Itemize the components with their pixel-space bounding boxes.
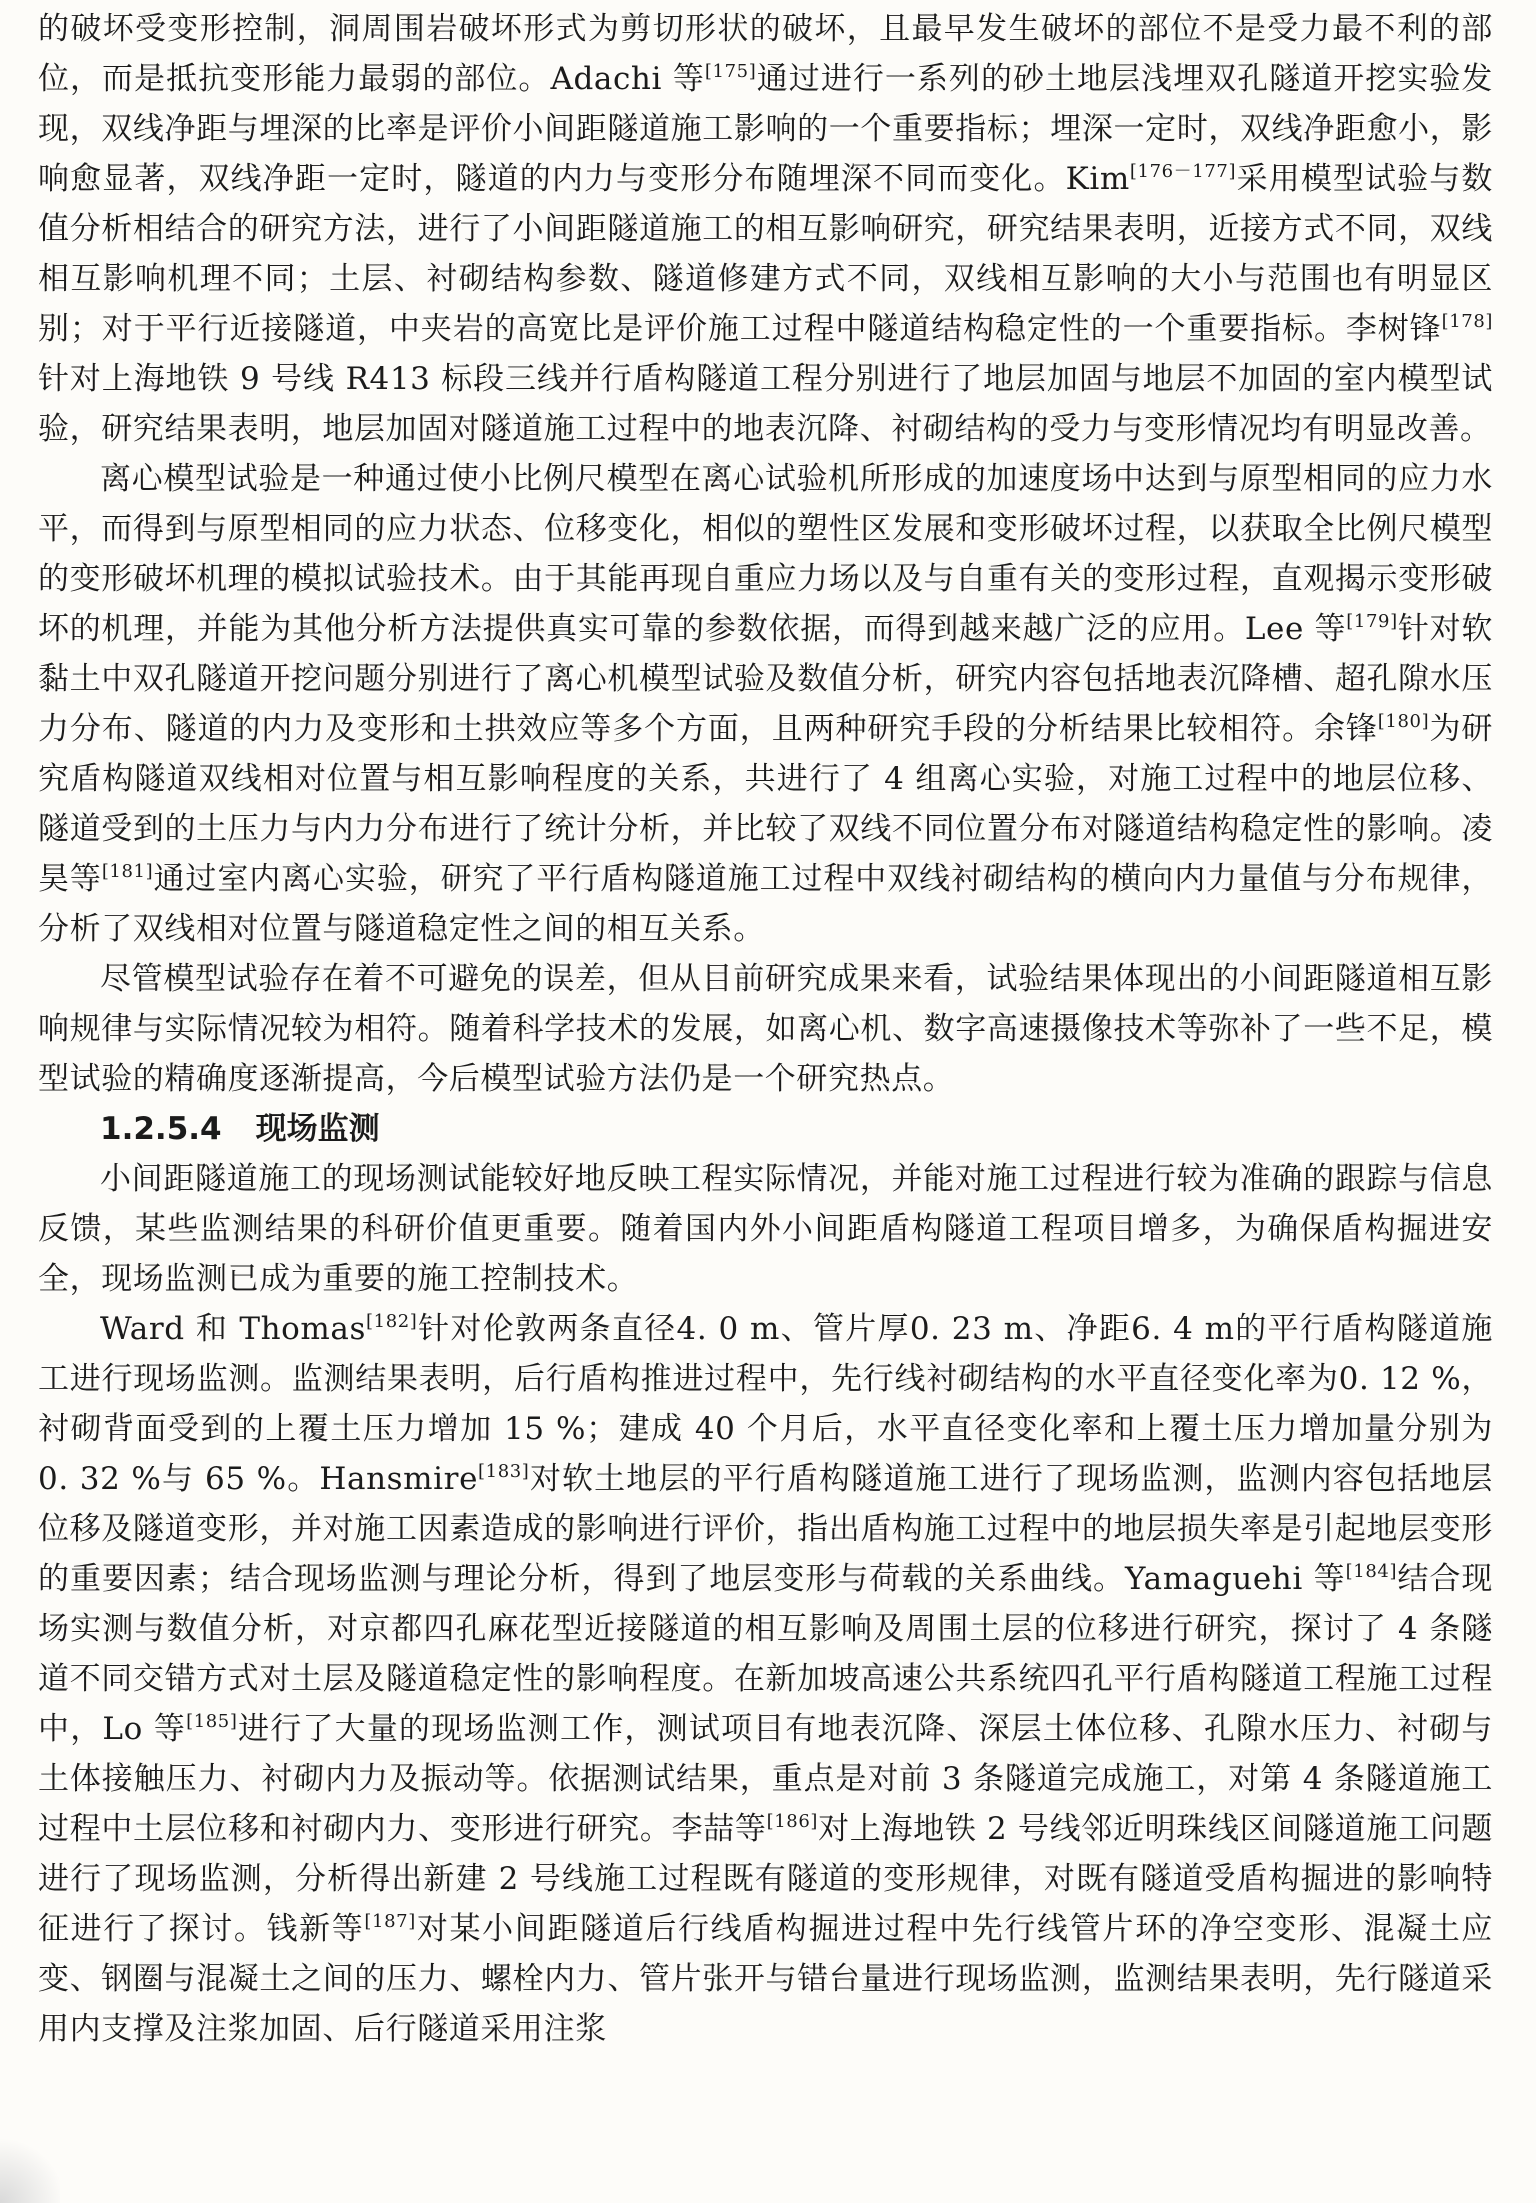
section-heading	[38, 1104, 1493, 1154]
citation-ref: [187]	[364, 1911, 416, 1932]
citation-ref: [181]	[101, 861, 154, 882]
paragraph	[38, 1154, 1493, 1304]
section-number: 1.2.5.4	[100, 1111, 222, 1147]
text-run: 进行了大量的现场监测工作，测试项目有地表沉降、深层土体位移、孔隙水压力、衬砌与土体接触压力、衬砌内力及振动等。依据测试结果，重点是对前 3 条隧道完成施工，对第 4 条隧道施工过程中土层位移和衬砌内力、变形进行研究。李喆等	[38, 1711, 1493, 1847]
paragraph	[38, 1304, 1493, 2054]
citation-ref: [186]	[766, 1811, 819, 1832]
paragraph	[38, 4, 1493, 454]
text-run: 对某小间距隧道后行线盾构掘进过程中先行线管片环的净空变形、混凝土应变、钢圈与混凝土之间的压力、螺栓内力、管片张开与错台量进行现场监测，监测结果表明，先行隧道采用内支撑及注浆加固、后行隧道采用注浆	[38, 1911, 1494, 2047]
paragraph	[38, 454, 1493, 954]
text-run: 尽管模型试验存在着不可避免的误差，但从目前研究成果来看，试验结果体现出的小间距隧道相互影响规律与实际情况较为相符。随着科学技术的发展，如离心机、数字高速摄像技术等弥补了一些不足，模型试验的精确度逐渐提高，今后模型试验方法仍是一个研究热点。	[38, 961, 1493, 1097]
citation-ref: [178]	[1441, 311, 1493, 332]
text-run: 通过室内离心实验，研究了平行盾构隧道施工过程中双线衬砌结构的横向内力量值与分布规律，分析了双线相对位置与隧道稳定性之间的相互关系。	[38, 861, 1494, 947]
citation-ref: [180]	[1377, 711, 1430, 732]
text-run: 针对伦敦两条直径4. 0 m、管片厚0. 23 m、净距6. 4 m的平行盾构隧道施工进行现场监测。监测结果表明，后行盾构推进过程中，先行线衬砌结构的水平直径变化率为0. 12 %，衬砌背面受到的上覆土压力增加 15 %；建成 40 个月后，水平直径变化率和上覆土压力增加量分别为 0. 32 %与 65 %。Hansmire	[38, 1311, 1493, 1497]
section-title: 现场监测	[255, 1111, 380, 1147]
text-run: 结合现场实测与数值分析，对京都四孔麻花型近接隧道的相互影响及周围土层的位移进行研究，探讨了 4 条隧道不同交错方式对土层及隧道稳定性的影响程度。在新加坡高速公共系统四孔平行盾构隧道工程施工过程中，Lo 等	[38, 1561, 1493, 1747]
text-run: 通过进行一系列的砂土地层浅埋双孔隧道开挖实验发现，双线净距与埋深的比率是评价小间距隧道施工影响的一个重要指标；埋深一定时，双线净距愈小，影响愈显著，双线净距一定时，隧道的内力与变形分布随埋深不同而变化。Kim	[38, 61, 1493, 197]
text-run: 对上海地铁 2 号线邻近明珠线区间隧道施工问题进行了现场监测，分析得出新建 2 号线施工过程既有隧道的变形规律，对既有隧道受盾构掘进的影响特征进行了探讨。钱新等	[38, 1811, 1493, 1947]
text-run: 为研究盾构隧道双线相对位置与相互影响程度的关系，共进行了 4 组离心实验，对施工过程中的地层位移、隧道受到的土压力与内力分布进行了统计分析，并比较了双线不同位置分布对隧道结构稳定性的影响。凌昊等	[38, 711, 1494, 897]
text-run: 离心模型试验是一种通过使小比例尺模型在离心试验机所形成的加速度场中达到与原型相同的应力水平，而得到与原型相同的应力状态、位移变化，相似的塑性区发展和变形破坏过程，以获取全比例尺模型的变形破坏机理的模拟试验技术。由于其能再现自重应力场以及与自重有关的变形过程，直观揭示变形破坏的机理，并能为其他分析方法提供真实可靠的参数依据，而得到越来越广泛的应用。Lee 等	[38, 461, 1493, 647]
text-run: 对软土地层的平行盾构隧道施工进行了现场监测，监测内容包括地层位移及隧道变形，并对施工因素造成的影响进行评价，指出盾构施工过程中的地层损失率是引起地层变形的重要因素；结合现场监测与理论分析，得到了地层变形与荷载的关系曲线。Yamaguehi 等	[38, 1461, 1493, 1597]
citation-ref: [185]	[186, 1711, 238, 1732]
text-run: 的破坏受变形控制，洞周围岩破坏形式为剪切形状的破坏，且最早发生破坏的部位不是受力最不利的部位，而是抵抗变形能力最弱的部位。Adachi 等	[38, 11, 1493, 97]
citation-ref: [182]	[366, 1311, 418, 1332]
text-run: 针对软黏土中双孔隧道开挖问题分别进行了离心机模型试验及数值分析，研究内容包括地表沉降槽、超孔隙水压力分布、隧道的内力及变形和土拱效应等多个方面，且两种研究手段的分析结果比较相符。余锋	[38, 611, 1493, 747]
citation-ref: [183]	[478, 1461, 530, 1482]
citation-ref: [175]	[704, 61, 757, 82]
citation-ref: [184]	[1345, 1561, 1398, 1582]
body-text-after-heading	[38, 1154, 1493, 2054]
page-corner-shadow	[0, 2133, 60, 2203]
citation-ref: [179]	[1346, 611, 1398, 632]
text-run: Ward 和 Thomas	[100, 1311, 367, 1347]
text-run: 针对上海地铁 9 号线 R413 标段三线并行盾构隧道工程分别进行了地层加固与地层不加固的室内模型试验，研究结果表明，地层加固对隧道施工过程中的地表沉降、衬砌结构的受力与变形情况均有明显改善。	[38, 361, 1493, 447]
body-text-before-heading	[38, 4, 1493, 1104]
text-run: 采用模型试验与数值分析相结合的研究方法，进行了小间距隧道施工的相互影响研究，研究结果表明，近接方式不同，双线相互影响机理不同；土层、衬砌结构参数、隧道修建方式不同，双线相互影响的大小与范围也有明显区别；对于平行近接隧道，中夹岩的高宽比是评价施工过程中隧道结构稳定性的一个重要指标。李树锋	[38, 161, 1493, 347]
citation-ref: [176－177]	[1129, 161, 1237, 182]
text-run: 小间距隧道施工的现场测试能较好地反映工程实际情况，并能对施工过程进行较为准确的跟踪与信息反馈，某些监测结果的科研价值更重要。随着国内外小间距盾构隧道工程项目增多，为确保盾构掘进安全，现场监测已成为重要的施工控制技术。	[38, 1161, 1493, 1297]
document-page	[38, 4, 1493, 2054]
paragraph	[38, 954, 1493, 1104]
